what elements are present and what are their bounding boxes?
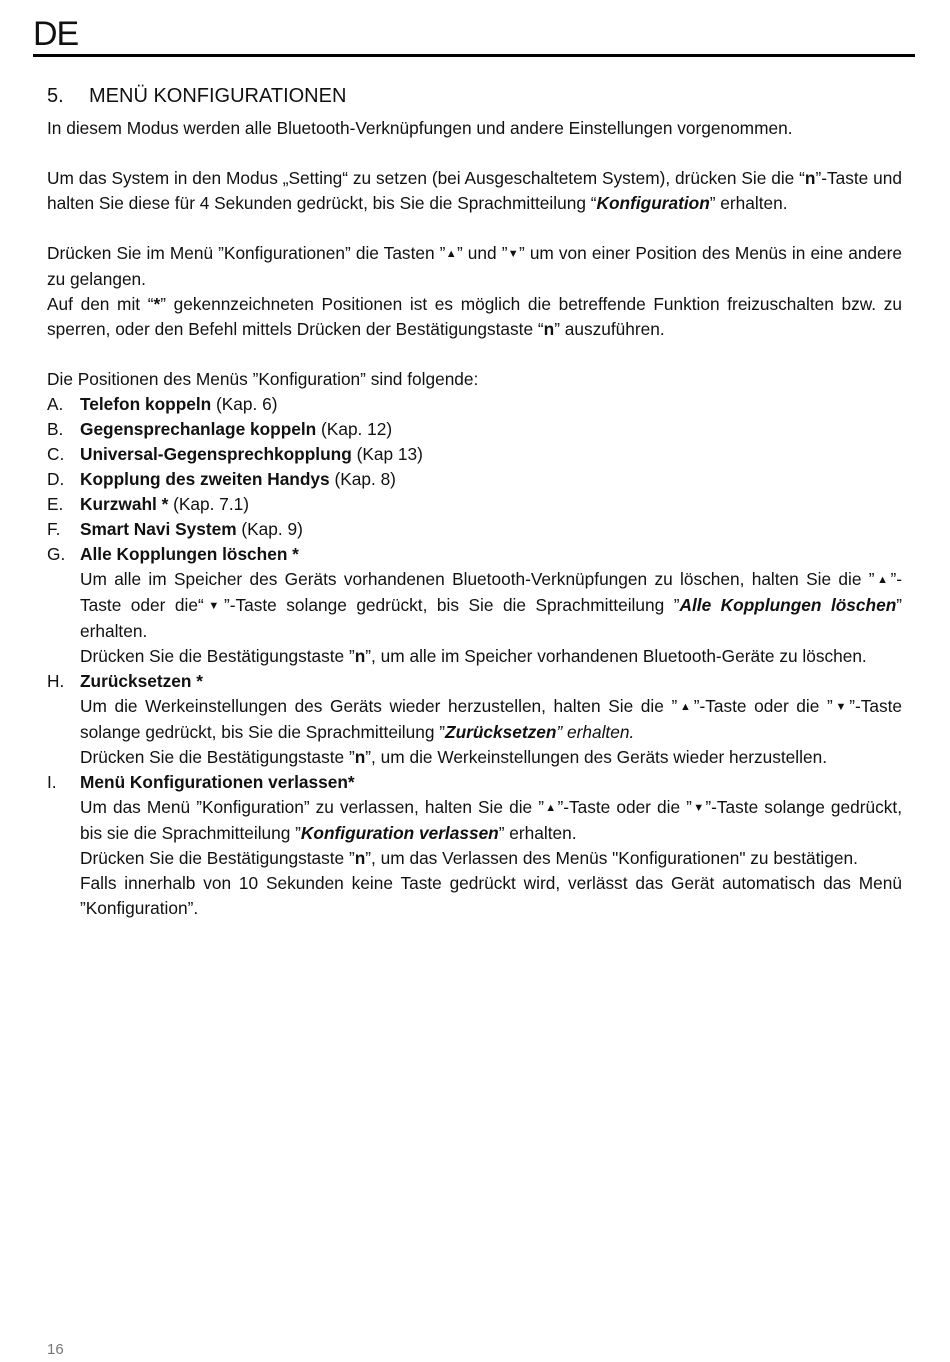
page-content <box>47 82 902 921</box>
down-arrow-icon: ▼ <box>691 802 706 814</box>
section-number: 5. <box>47 85 64 107</box>
intro-paragraph: In diesem Modus werden alle Bluetooth-Verknüpfungen und andere Einstellungen vorgenommen. <box>47 118 793 138</box>
exit-menu-confirm: Drücken Sie die Bestätigungstaste ”n”, um das Verlassen des Menüs "Konfigurationen" zu bestätigen. <box>80 848 858 868</box>
reset-confirm: Drücken Sie die Bestätigungstaste ”n”, um die Werkeinstellungen des Geräts wieder herzustellen. <box>80 747 827 767</box>
section-title <box>47 82 902 110</box>
key-n: n <box>354 848 366 868</box>
down-arrow-icon: ▼ <box>203 600 224 612</box>
list-item: E. Kurzwahl * (Kap. 7.1) <box>47 494 250 514</box>
key-n: n <box>354 646 366 666</box>
up-arrow-icon: ▲ <box>445 248 457 260</box>
up-arrow-icon: ▲ <box>677 701 694 713</box>
list-item: G. Alle Kopplungen löschen * Um alle im Speicher des Geräts vorhandenen Bluetooth-Verknüpfungen zu löschen, halten Sie die ”▲”-Taste oder die“▼”-Taste solange gedrückt, bis Sie die Sprachmitteilung ”Alle Kopplungen löschen” erhalten. Drücken Sie die Bestätigungstaste ”n”, um alle im Speicher vorhandenen Bluetooth-Geräte zu löschen. <box>47 542 902 669</box>
voice-message: Zurücksetzen <box>445 722 557 742</box>
voice-message: Alle Kopplungen löschen <box>679 595 897 615</box>
up-arrow-icon: ▲ <box>543 802 558 814</box>
reset-instructions: Um die Werkeinstellungen des Geräts wieder herzustellen, halten Sie die ”▲”-Taste oder die ”▼”-Taste solange gedrückt, bis Sie die Sprachmitteilung ”Zurücksetzen” erhalten. <box>80 696 903 742</box>
setting-mode-paragraph: Um das System in den Modus „Setting“ zu setzen (bei Ausgeschaltetem System), drücken Sie die “n”-Taste und halten Sie diese für 4 Sekunden gedrückt, bis Sie die Sprachmitteilung “Konfiguration” erhalten. <box>47 168 903 213</box>
delete-pairings-instructions: Um alle im Speicher des Geräts vorhandenen Bluetooth-Verknüpfungen zu löschen, halten Sie die ”▲”-Taste oder die“▼”-Taste solange gedrückt, bis Sie die Sprachmitteilung ”Alle Kopplungen löschen” erhalten. <box>80 569 903 641</box>
header-rule <box>33 54 915 57</box>
voice-message: Konfiguration <box>596 193 710 213</box>
list-item: A. Telefon koppeln (Kap. 6) <box>47 394 278 414</box>
language-code: DE <box>33 15 79 53</box>
key-n: n <box>354 747 366 767</box>
list-item: D. Kopplung des zweiten Handys (Kap. 8) <box>47 469 396 489</box>
down-arrow-icon: ▼ <box>832 701 850 713</box>
exit-menu-instructions: Um das Menü ”Konfiguration” zu verlassen, halten Sie die ”▲”-Taste oder die ”▼”-Taste solange gedrückt, bis sie die Sprachmitteilung ”Konfiguration verlassen” erhalten. <box>80 797 903 843</box>
section-heading: MENÜ KONFIGURATIONEN <box>89 85 347 107</box>
navigation-paragraph: Drücken Sie im Menü ”Konfigurationen” die Tasten ”▲” und ”▼” um von einer Position des Menüs in eine andere zu gelangen. <box>47 243 903 289</box>
list-item: C. Universal-Gegensprechkopplung (Kap 13) <box>47 444 423 464</box>
delete-pairings-confirm: Drücken Sie die Bestätigungstaste ”n”, um alle im Speicher vorhandenen Bluetooth-Geräte zu löschen. <box>80 646 867 666</box>
list-intro: Die Positionen des Menüs ”Konfiguration” sind folgende: <box>47 369 479 389</box>
down-arrow-icon: ▼ <box>507 248 519 260</box>
menu-positions-list <box>47 392 902 921</box>
up-arrow-icon: ▲ <box>874 574 891 586</box>
exit-menu-timeout: Falls innerhalb von 10 Sekunden keine Taste gedrückt wird, verlässt das Gerät automatisch das Menü ”Konfiguration”. <box>80 873 902 918</box>
voice-message: Konfiguration verlassen <box>300 823 499 843</box>
page-number: 16 <box>47 1341 64 1358</box>
list-item: B. Gegensprechanlage koppeln (Kap. 12) <box>47 419 393 439</box>
key-n: n <box>804 168 816 188</box>
list-item: I. Menü Konfigurationen verlassen* Um das Menü ”Konfiguration” zu verlassen, halten Sie die ”▲”-Taste oder die ”▼”-Taste solange gedrückt, bis sie die Sprachmitteilung ”Konfiguration verlassen” erhalten. Drücken Sie die Bestätigungstaste ”n”, um das Verlassen des Menüs "Konfigurationen" zu bestätigen. Falls innerhalb von 10 Sekunden keine Taste gedrückt wird, verlässt das Gerät automatisch das Menü ”Konfiguration”. <box>47 770 902 921</box>
marked-positions-paragraph: Auf den mit “*” gekennzeichneten Positionen ist es möglich die betreffende Funktion freizuschalten bzw. zu sperren, oder den Befehl mittels Drücken der Bestätigungstaste “n” auszuführen. <box>47 294 902 339</box>
key-n: n <box>543 319 555 339</box>
star-symbol: * <box>153 294 161 314</box>
list-item: H. Zurücksetzen * Um die Werkeinstellungen des Geräts wieder herzustellen, halten Sie die ”▲”-Taste oder die ”▼”-Taste solange gedrückt, bis Sie die Sprachmitteilung ”Zurücksetzen” erhalten. Drücken Sie die Bestätigungstaste ”n”, um die Werkeinstellungen des Geräts wieder herzustellen. <box>47 669 902 770</box>
list-item: F. Smart Navi System (Kap. 9) <box>47 519 303 539</box>
